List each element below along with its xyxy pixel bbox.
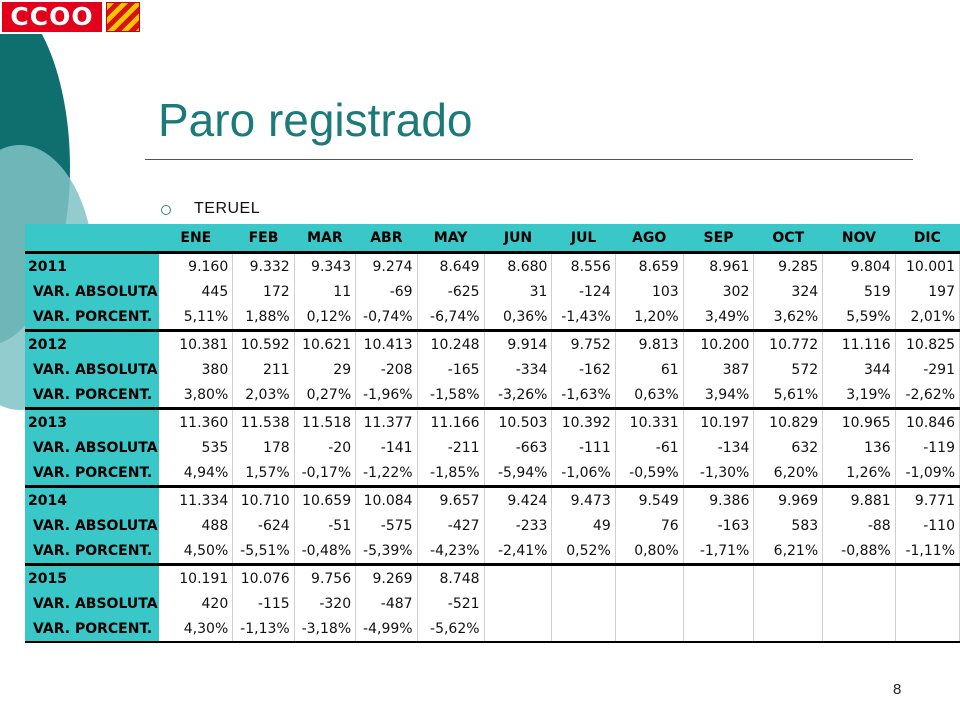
var-porcent-label: VAR. PORCENT. [25,382,159,409]
table-cell: -0,48% [294,538,355,565]
year-label: 2012 [25,331,159,358]
table-cell [895,616,959,642]
var-absoluta-label: VAR. ABSOLUTA [25,591,159,616]
table-cell: 0,63% [615,382,683,409]
table-cell: 9.657 [417,487,484,514]
table-cell: 583 [754,513,823,538]
year-row [25,487,960,514]
table-cell: -1,30% [683,460,754,487]
table-cell: 10.076 [233,565,294,592]
logo-text: CCOO [10,2,94,31]
table-cell [683,565,754,592]
table-cell [484,616,552,642]
table-cell: 3,49% [683,304,754,331]
bullet-circle-icon [161,205,171,215]
year-row [25,331,960,358]
table-cell: -115 [233,591,294,616]
table-cell: 10.503 [484,409,552,436]
var-porcent-row [25,304,960,331]
month-header: JUL [552,224,615,253]
table-cell: 76 [615,513,683,538]
table-cell: 344 [823,357,896,382]
table-cell: 9.771 [895,487,959,514]
var-absoluta-label: VAR. ABSOLUTA [25,513,159,538]
table-cell: 11.116 [823,331,896,358]
table-cell: 10.248 [417,331,484,358]
month-header: ABR [356,224,417,253]
table-cell: -1,22% [356,460,417,487]
var-porcent-row [25,382,960,409]
table-cell: -5,94% [484,460,552,487]
var-porcent-label: VAR. PORCENT. [25,460,159,487]
table-cell: 380 [159,357,233,382]
table-cell: -134 [683,435,754,460]
table-cell: 10.710 [233,487,294,514]
table-cell: 9.752 [552,331,615,358]
table-cell: 10.381 [159,331,233,358]
table-cell: 31 [484,279,552,304]
table-cell: 10.413 [356,331,417,358]
table-cell: -211 [417,435,484,460]
table-cell [823,591,896,616]
table-cell: 0,80% [615,538,683,565]
table-cell: 11.377 [356,409,417,436]
table-cell: 9.549 [615,487,683,514]
table-cell: 1,57% [233,460,294,487]
table-cell: 3,94% [683,382,754,409]
table-cell: 2,03% [233,382,294,409]
table-cell: 420 [159,591,233,616]
var-porcent-label: VAR. PORCENT. [25,616,159,642]
month-header: FEB [233,224,294,253]
aragon-flag-icon [106,2,140,32]
var-absoluta-row [25,279,960,304]
table-cell: 103 [615,279,683,304]
table-cell: 8.556 [552,253,615,280]
table-cell: -3,18% [294,616,355,642]
table-cell: 9.914 [484,331,552,358]
var-porcent-label: VAR. PORCENT. [25,304,159,331]
table-cell: 3,62% [754,304,823,331]
title-divider [145,159,913,160]
table-cell: -119 [895,435,959,460]
table-cell: 197 [895,279,959,304]
table-cell: -61 [615,435,683,460]
year-label: 2015 [25,565,159,592]
table-cell: 10.331 [615,409,683,436]
table-cell: -69 [356,279,417,304]
table-cell: 9.881 [823,487,896,514]
var-absoluta-label: VAR. ABSOLUTA [25,279,159,304]
table-cell: 9.332 [233,253,294,280]
table-cell: 61 [615,357,683,382]
table-cell: -1,13% [233,616,294,642]
ccoo-logo [0,0,141,34]
table-cell: -5,62% [417,616,484,642]
table-cell: 11.518 [294,409,355,436]
table-cell: 324 [754,279,823,304]
table-cell: -111 [552,435,615,460]
var-absoluta-row [25,357,960,382]
table-cell: 8.659 [615,253,683,280]
table-cell: 387 [683,357,754,382]
table-cell: -165 [417,357,484,382]
table-cell [823,616,896,642]
table-cell: 10.592 [233,331,294,358]
table-cell: 5,59% [823,304,896,331]
table-cell: -1,11% [895,538,959,565]
year-label: 2013 [25,409,159,436]
table-cell: 11.334 [159,487,233,514]
table-cell: 11.166 [417,409,484,436]
table-cell [754,565,823,592]
table-cell: -4,23% [417,538,484,565]
table-cell: -624 [233,513,294,538]
table-cell: 10.825 [895,331,959,358]
month-header: JUN [484,224,552,253]
table-cell: 4,50% [159,538,233,565]
table-cell: 572 [754,357,823,382]
table-cell: -291 [895,357,959,382]
table-cell: 9.813 [615,331,683,358]
table-header-row [25,224,960,253]
table-cell: 9.285 [754,253,823,280]
table-cell: 10.772 [754,331,823,358]
table-cell: -110 [895,513,959,538]
table-cell [552,565,615,592]
table-cell: -0,59% [615,460,683,487]
table-cell [552,591,615,616]
table-cell: 10.392 [552,409,615,436]
table-cell: 4,94% [159,460,233,487]
table-cell [484,591,552,616]
table-cell: 10.621 [294,331,355,358]
table-cell: 10.191 [159,565,233,592]
table-cell: -521 [417,591,484,616]
var-absoluta-label: VAR. ABSOLUTA [25,435,159,460]
table-cell: 302 [683,279,754,304]
year-row [25,565,960,592]
table-cell: 10.197 [683,409,754,436]
header-blank-cell [25,224,159,253]
table-cell: 1,26% [823,460,896,487]
table-cell: -1,58% [417,382,484,409]
year-label: 2011 [25,253,159,280]
table-cell: 4,30% [159,616,233,642]
var-porcent-row [25,460,960,487]
table-cell: 10.659 [294,487,355,514]
table-cell: 9.160 [159,253,233,280]
unemployment-table [25,224,960,643]
table-cell: -162 [552,357,615,382]
table-cell: -0,17% [294,460,355,487]
table-cell: -0,88% [823,538,896,565]
table-cell: 9.386 [683,487,754,514]
table-cell [552,616,615,642]
table-cell: 8.748 [417,565,484,592]
month-header: MAR [294,224,355,253]
table-cell: -625 [417,279,484,304]
province-label: TERUEL [194,200,261,217]
table-cell: -1,71% [683,538,754,565]
table-cell: -51 [294,513,355,538]
month-header: OCT [754,224,823,253]
table-cell: -1,85% [417,460,484,487]
table-cell: 3,80% [159,382,233,409]
table-cell: -208 [356,357,417,382]
table-cell [683,616,754,642]
table-cell: 9.343 [294,253,355,280]
table-cell: 9.969 [754,487,823,514]
table-cell: 6,21% [754,538,823,565]
table-cell [895,565,959,592]
page-number: 8 [893,681,902,698]
table-cell: 211 [233,357,294,382]
table-cell: 178 [233,435,294,460]
table-cell: -5,39% [356,538,417,565]
table-cell: 9.274 [356,253,417,280]
table-cell: 10.829 [754,409,823,436]
table-cell: 10.001 [895,253,959,280]
table-cell: 9.424 [484,487,552,514]
month-header: SEP [683,224,754,253]
table-cell: -0,74% [356,304,417,331]
table-cell: -2,62% [895,382,959,409]
table-cell: -320 [294,591,355,616]
data-table [25,224,960,643]
page-title: Paro registrado [158,94,473,146]
var-absoluta-row [25,435,960,460]
table-cell: -2,41% [484,538,552,565]
table-cell: -1,63% [552,382,615,409]
table-cell: 10.084 [356,487,417,514]
table-cell: -233 [484,513,552,538]
var-absoluta-row [25,513,960,538]
table-cell: -427 [417,513,484,538]
table-cell: 8.680 [484,253,552,280]
table-cell: -141 [356,435,417,460]
table-cell: -3,26% [484,382,552,409]
table-cell: 0,52% [552,538,615,565]
table-cell: 8.961 [683,253,754,280]
table-cell: 0,27% [294,382,355,409]
var-porcent-label: VAR. PORCENT. [25,538,159,565]
table-cell: -163 [683,513,754,538]
table-cell [484,565,552,592]
table-cell: 1,20% [615,304,683,331]
table-cell [895,591,959,616]
month-header: DIC [895,224,959,253]
table-cell: 10.965 [823,409,896,436]
table-cell: -1,06% [552,460,615,487]
table-cell: 11.360 [159,409,233,436]
logo-red-block [2,2,102,32]
table-cell: 11 [294,279,355,304]
table-cell: 9.756 [294,565,355,592]
table-cell: 10.846 [895,409,959,436]
table-cell: 445 [159,279,233,304]
table-cell: 6,20% [754,460,823,487]
table-cell: -4,99% [356,616,417,642]
table-cell: -575 [356,513,417,538]
table-cell: 488 [159,513,233,538]
table-cell: 0,12% [294,304,355,331]
var-absoluta-row [25,591,960,616]
table-cell: 8.649 [417,253,484,280]
table-cell: -334 [484,357,552,382]
table-cell: 49 [552,513,615,538]
table-cell: 9.269 [356,565,417,592]
table-cell: -487 [356,591,417,616]
table-cell: -6,74% [417,304,484,331]
year-label: 2014 [25,487,159,514]
table-cell: -1,09% [895,460,959,487]
table-cell [615,565,683,592]
table-cell: 9.804 [823,253,896,280]
table-cell: -5,51% [233,538,294,565]
table-cell: 3,19% [823,382,896,409]
table-cell: 11.538 [233,409,294,436]
table-body [25,253,960,643]
table-cell: 9.473 [552,487,615,514]
table-cell: 5,61% [754,382,823,409]
table-cell [683,591,754,616]
var-absoluta-label: VAR. ABSOLUTA [25,357,159,382]
table-cell: 632 [754,435,823,460]
table-cell: 1,88% [233,304,294,331]
table-cell [615,591,683,616]
table-cell: 136 [823,435,896,460]
table-cell [754,591,823,616]
table-cell: 172 [233,279,294,304]
month-header: ENE [159,224,233,253]
month-header: NOV [823,224,896,253]
year-row [25,253,960,280]
table-cell [754,616,823,642]
table-cell: 2,01% [895,304,959,331]
year-row [25,409,960,436]
table-cell: -88 [823,513,896,538]
table-cell: 519 [823,279,896,304]
table-cell: 10.200 [683,331,754,358]
month-header: AGO [615,224,683,253]
table-cell: -20 [294,435,355,460]
var-porcent-row [25,538,960,565]
table-cell: 5,11% [159,304,233,331]
table-cell: -1,96% [356,382,417,409]
table-cell: 535 [159,435,233,460]
var-porcent-row [25,616,960,642]
table-cell [615,616,683,642]
table-cell: 0,36% [484,304,552,331]
month-header: MAY [417,224,484,253]
table-cell: -124 [552,279,615,304]
table-cell: 29 [294,357,355,382]
table-cell: -1,43% [552,304,615,331]
table-cell [823,565,896,592]
table-cell: -663 [484,435,552,460]
